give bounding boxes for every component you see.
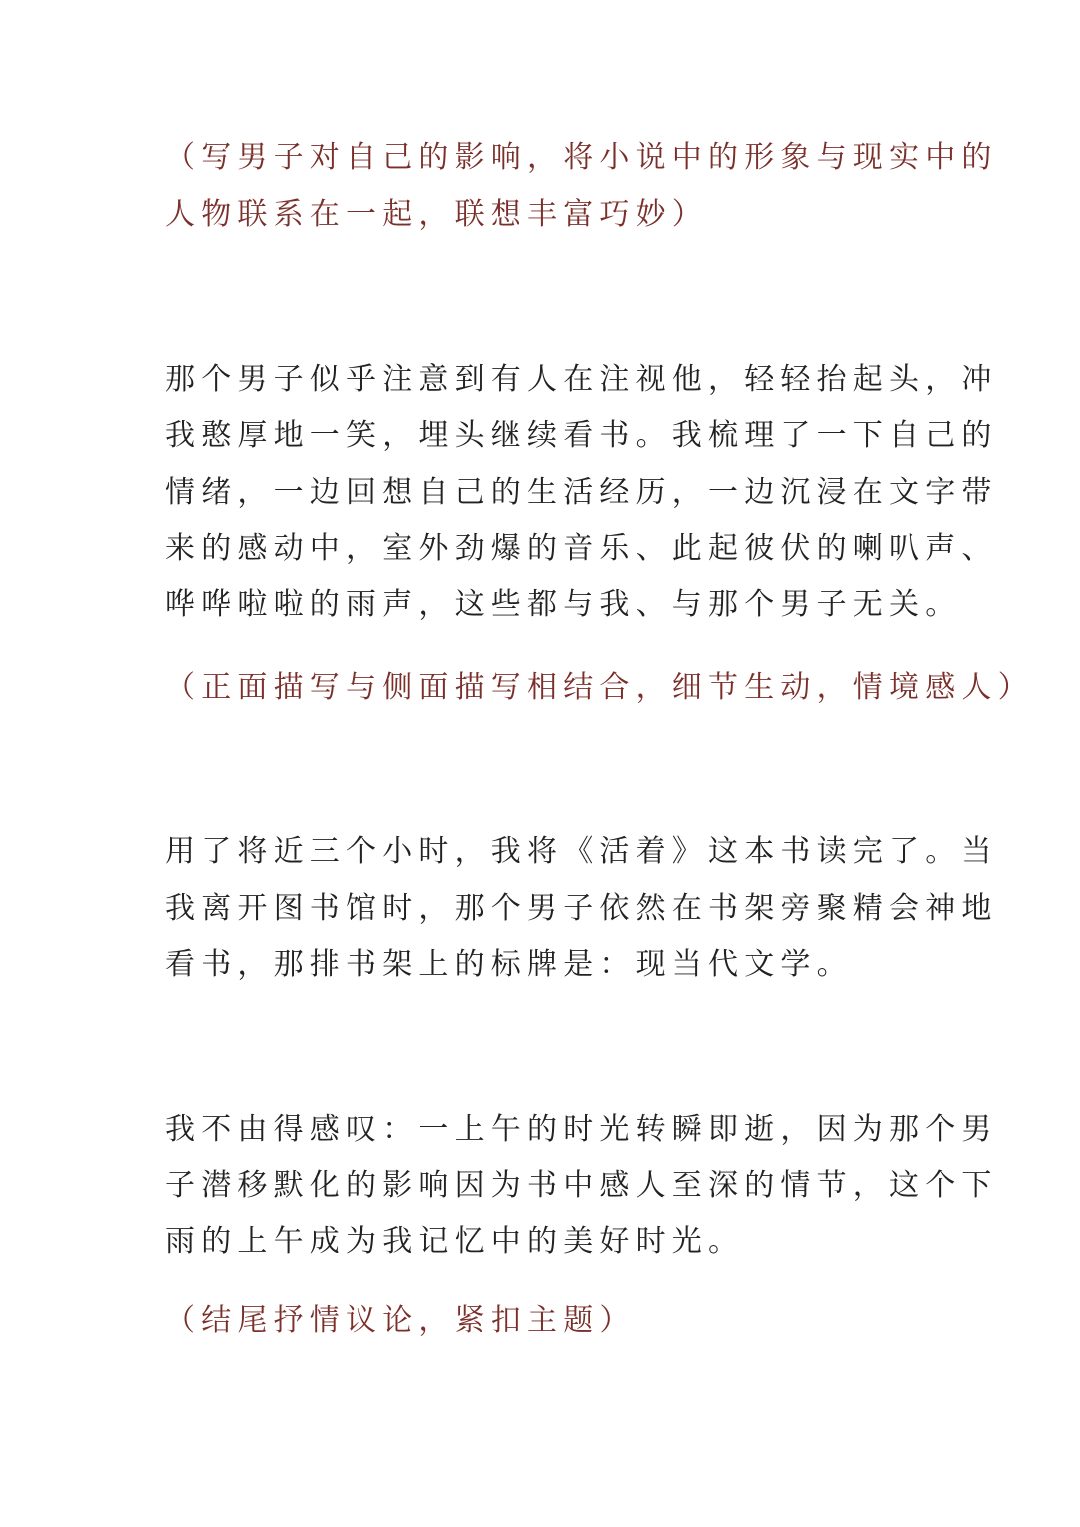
paragraph-line: 我不由得感叹：一上午的时光转瞬即逝，因为那个男 [165,1112,998,1147]
paragraph-line: 子潜移默化的影响因为书中感人至深的情节，这个下 [165,1168,998,1203]
annotation-line: （正面描写与侧面描写相结合，细节生动，情境感人） [165,670,1034,705]
annotation-line: （结尾抒情议论，紧扣主题） [165,1303,636,1338]
paragraph-line: 雨的上午成为我记忆中的美好时光。 [165,1224,745,1259]
paragraph-line: 哗哗啦啦的雨声，这些都与我、与那个男子无关。 [165,587,962,622]
paragraph-line: 我离开图书馆时，那个男子依然在书架旁聚精会神地 [165,891,998,926]
paragraph-line: 我憨厚地一笑，埋头继续看书。我梳理了一下自己的 [165,418,998,453]
paragraph-line: 那个男子似乎注意到有人在注视他，轻轻抬起头，冲 [165,362,998,397]
paragraph-line: 看书，那排书架上的标牌是：现当代文学。 [165,947,853,982]
annotation-line: 人物联系在一起，联想丰富巧妙） [165,197,708,232]
paragraph-line: 来的感动中，室外劲爆的音乐、此起彼伏的喇叭声、 [165,531,998,566]
paragraph-line: 用了将近三个小时，我将《活着》这本书读完了。当 [165,834,998,869]
annotation-line: （写男子对自己的影响，将小说中的形象与现实中的 [165,140,998,175]
paragraph-line: 情绪，一边回想自己的生活经历，一边沉浸在文字带 [165,475,998,510]
